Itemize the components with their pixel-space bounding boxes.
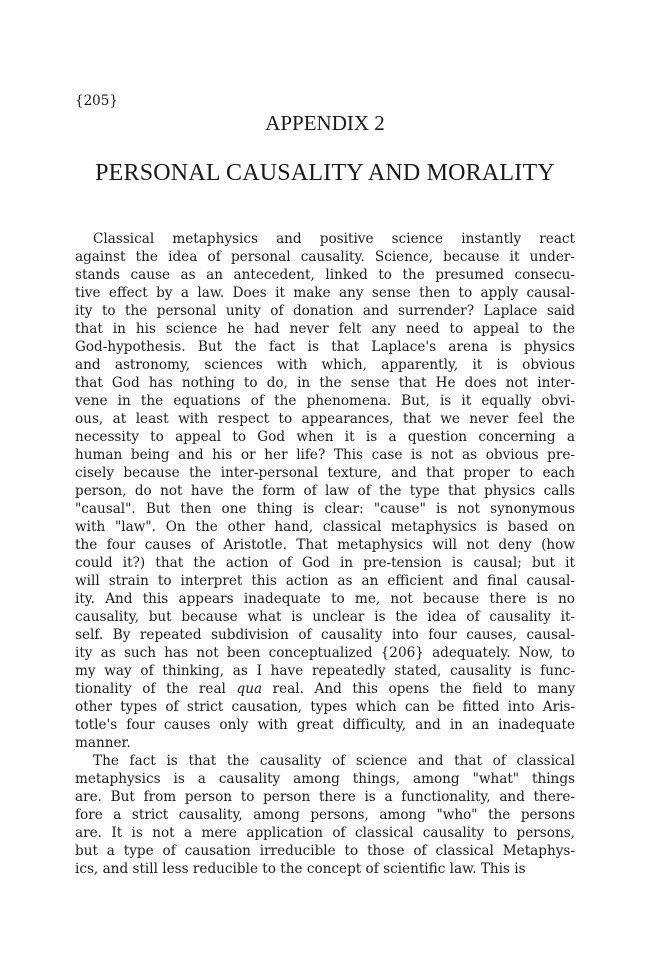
text-line: necessity to appeal to God when it is a question concerning a (75, 429, 575, 445)
appendix-heading: APPENDIX 2 (265, 111, 385, 135)
text-line: human being and his or her life? This case is not as obvious pre- (75, 447, 575, 463)
text-line: ics, and still less reducible to the concept of scientific law. This is (75, 861, 526, 877)
text-line: person, do not have the form of law of the type that physics calls (75, 483, 575, 499)
text-line: that in his science he had never felt any need to appeal to the (75, 321, 575, 337)
text-line: are. It is not a mere application of classical causality to persons, (75, 825, 575, 841)
text-line: causality, but because what is unclear is the idea of causality it- (75, 609, 575, 625)
text-line: cisely because the inter-personal texture, and that proper to each (75, 465, 575, 481)
text-line: ity to the personal unity of donation and surrender? Laplace said (75, 303, 575, 319)
body-text (75, 230, 575, 878)
page-number: {205} (75, 93, 118, 109)
text-line: and astronomy, sciences with which, apparently, it is obvious (75, 357, 575, 373)
text-line: tive effect by a law. Does it make any sense then to apply causal- (75, 285, 575, 301)
chapter-title: PERSONAL CAUSALITY AND MORALITY (95, 160, 555, 186)
text-line: with "law". On the other hand, classical metaphysics is based on (75, 519, 575, 535)
text-line: tionality of the real qua real. And this opens the field to many (75, 681, 575, 697)
text-line: ity as such has not been conceptualized {206} adequately. Now, to (75, 645, 575, 661)
text-line: could it?) that the action of God in pre-tension is causal; but it (75, 555, 575, 571)
text-line: will strain to interpret this action as an efficient and final causal- (75, 573, 575, 589)
text-line: ous, at least with respect to appearances, that we never feel the (75, 411, 575, 427)
text-line: metaphysics is a causality among things, among "what" things (75, 771, 575, 787)
text-line: are. But from person to person there is a functionality, and there- (75, 789, 575, 805)
text-line: ity. And this appears inadequate to me, not because there is no (75, 591, 575, 607)
text-line: The fact is that the causality of science and that of classical (93, 753, 575, 769)
text-line: manner. (75, 735, 131, 751)
text-line: self. By repeated subdivision of causality into four causes, causal- (75, 627, 575, 643)
text-line: the four causes of Aristotle. That metaphysics will not deny (how (75, 537, 575, 553)
text-line: against the idea of personal causality. Science, because it under- (75, 249, 575, 265)
text-line: vene in the equations of the phenomena. But, is it equally obvi- (75, 393, 575, 409)
text-line: stands cause as an antecedent, linked to the presumed consecu- (75, 267, 575, 283)
text-line: fore a strict causality, among persons, among "who" the persons (75, 807, 575, 823)
text-line: God-hypothesis. But the fact is that Laplace's arena is physics (75, 339, 575, 355)
paragraph (75, 230, 575, 752)
text-line: other types of strict causation, types which can be fitted into Aris- (75, 699, 575, 715)
text-line: my way of thinking, as I have repeatedly stated, causality is func- (75, 663, 575, 679)
text-line: but a type of causation irreducible to those of classical Metaphys- (75, 843, 575, 859)
paragraph (75, 752, 575, 878)
text-line: Classical metaphysics and positive science instantly react (93, 231, 575, 247)
text-line: totle's four causes only with great difficulty, and in an inadequate (75, 717, 575, 733)
text-line: "causal". But then one thing is clear: "cause" is not synonymous (75, 501, 575, 517)
text-line: that God has nothing to do, in the sense that He does not inter- (75, 375, 575, 391)
